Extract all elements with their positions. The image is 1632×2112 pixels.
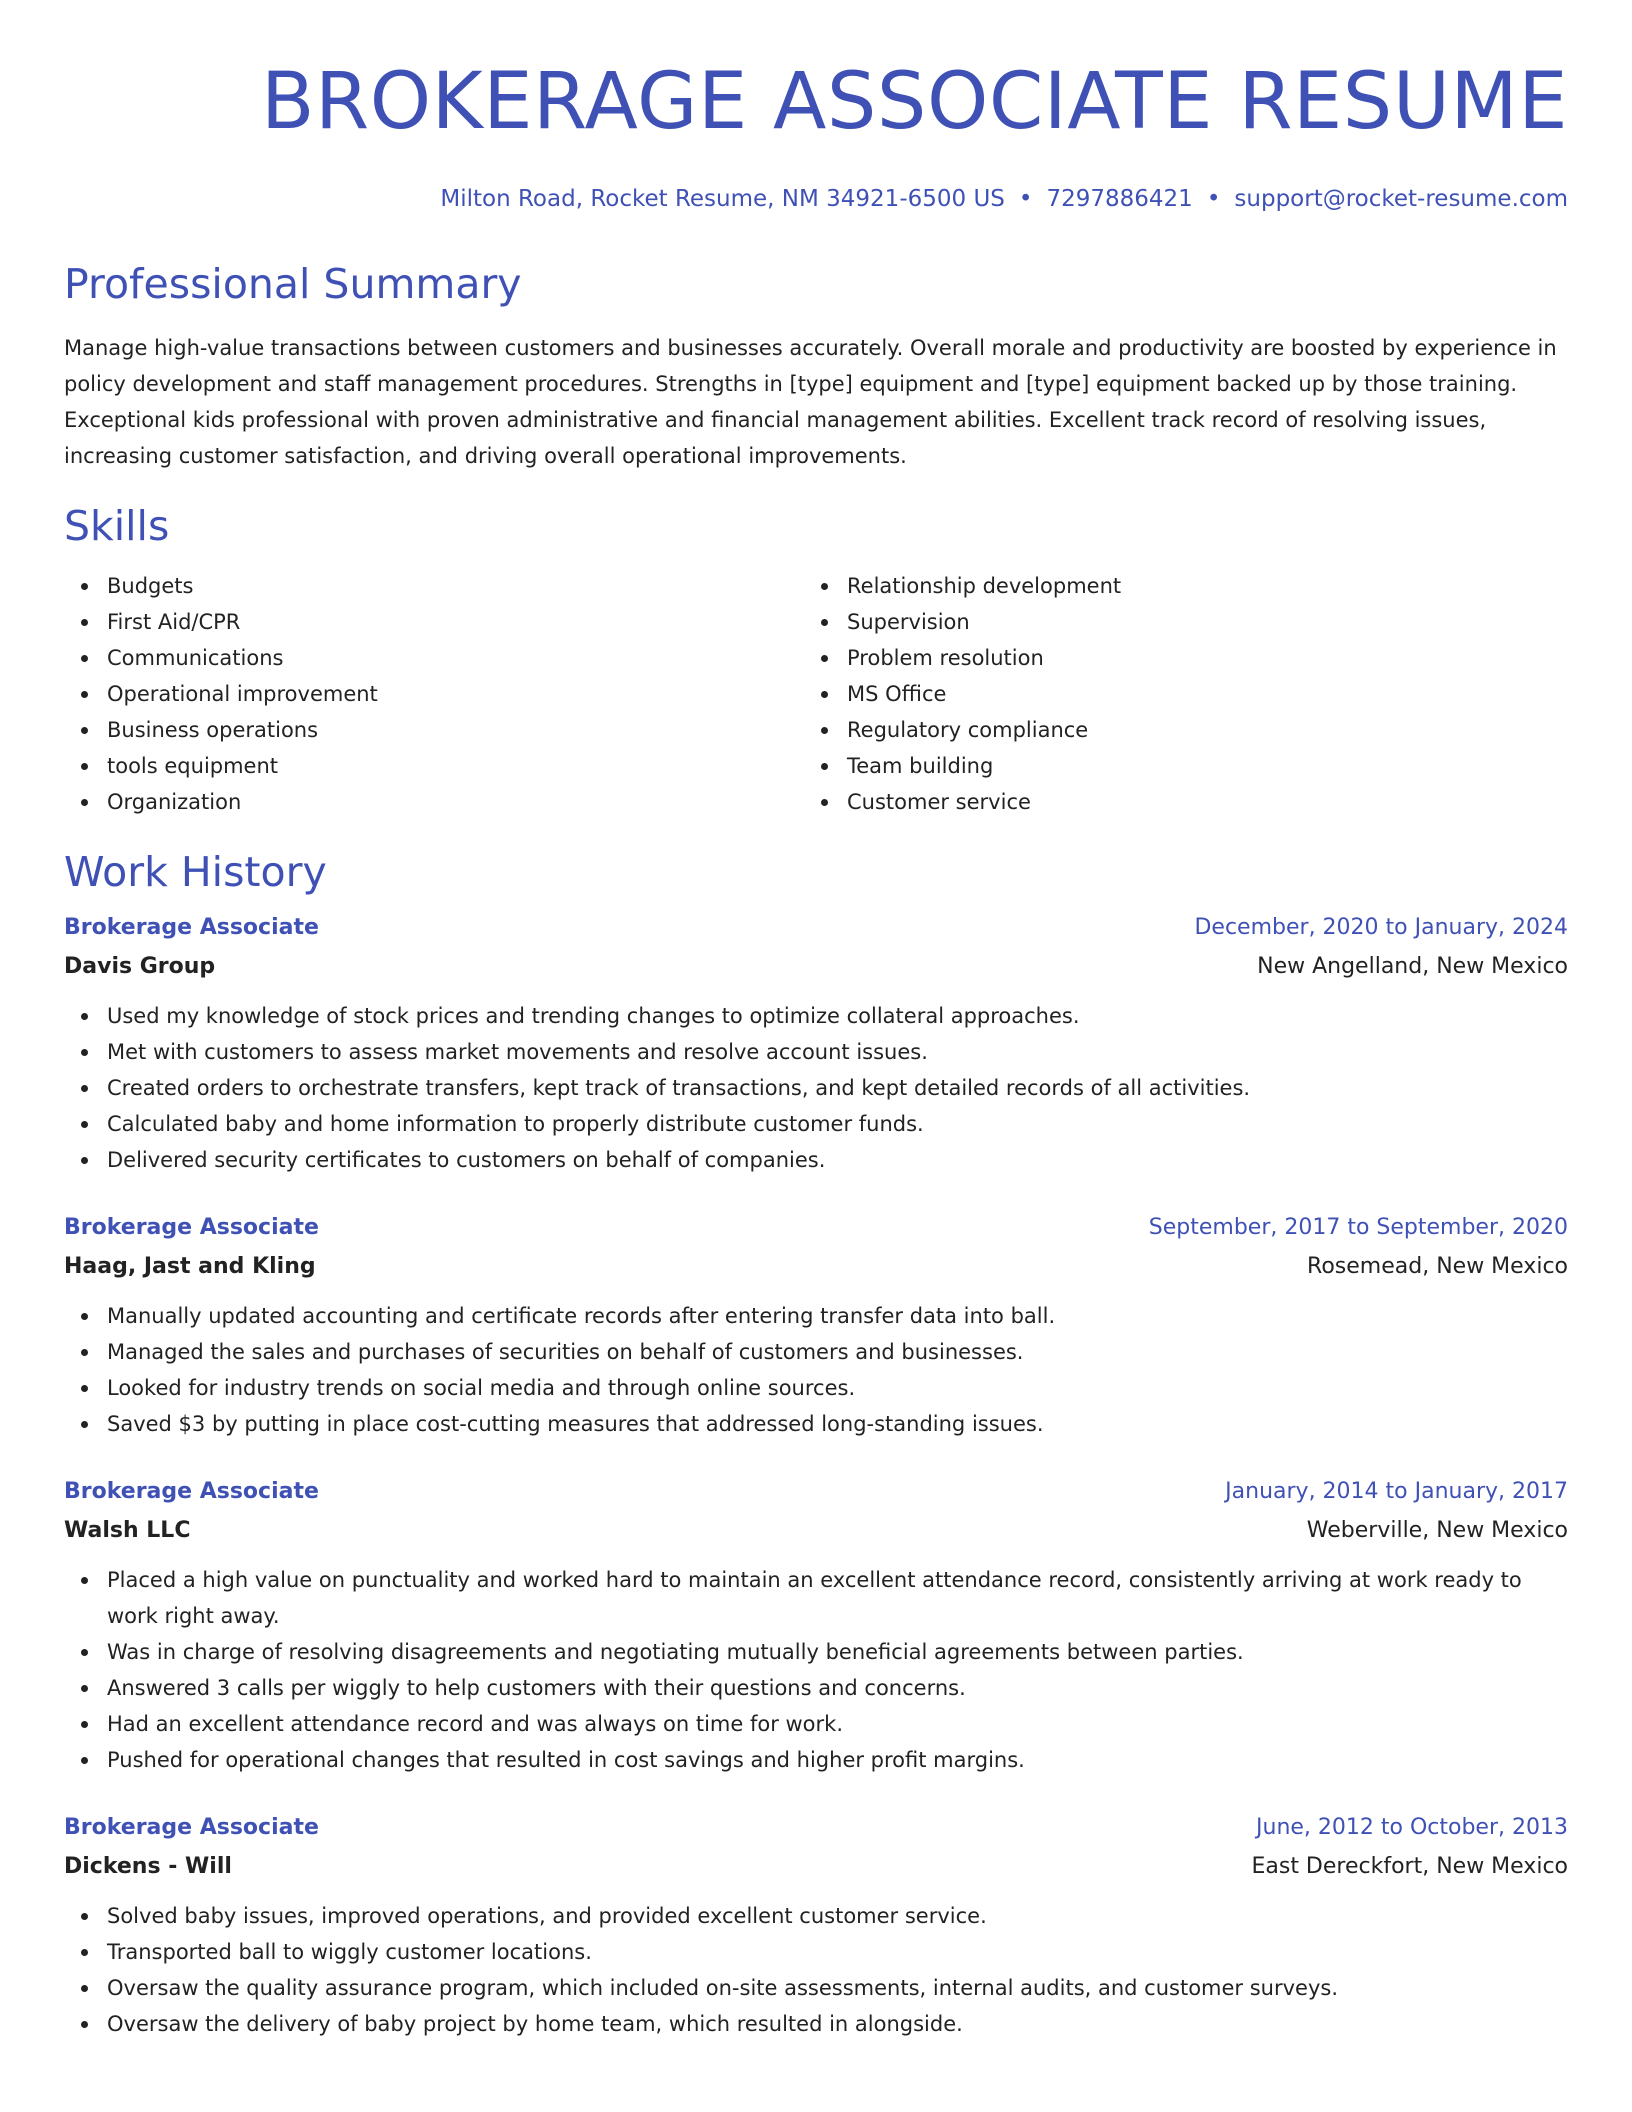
job-duty: Managed the sales and purchases of securities on behalf of customers and businesses. bbox=[107, 1334, 1568, 1370]
job-location: Rosemead, New Mexico bbox=[1307, 1254, 1568, 1279]
job-duty: Solved baby issues, improved operations, and provided excellent customer service. bbox=[107, 1898, 1568, 1934]
job-company-row bbox=[64, 1512, 1568, 1550]
contact-line bbox=[64, 184, 1568, 214]
job-title-row bbox=[64, 908, 1568, 948]
job-company: Davis Group bbox=[64, 954, 216, 979]
job-duties-list bbox=[64, 1562, 1568, 1778]
skill-item: Communications bbox=[107, 640, 804, 676]
skill-item: MS Office bbox=[847, 676, 1544, 712]
job-dates: January, 2014 to January, 2017 bbox=[1225, 1479, 1568, 1504]
job-duty: Met with customers to assess market movements and resolve account issues. bbox=[107, 1034, 1568, 1070]
job-duty: Used my knowledge of stock prices and trending changes to optimize collateral approaches. bbox=[107, 998, 1568, 1034]
skill-item: Customer service bbox=[847, 784, 1544, 820]
skills-columns bbox=[64, 568, 1568, 820]
job-title: Brokerage Associate bbox=[64, 1815, 319, 1840]
work-history-heading: Work History bbox=[64, 848, 327, 896]
job-entry bbox=[64, 1472, 1568, 1778]
job-dates: December, 2020 to January, 2024 bbox=[1194, 915, 1568, 940]
skills-list-left bbox=[64, 568, 804, 820]
job-duties-list bbox=[64, 998, 1568, 1178]
job-duty: Calculated baby and home information to properly distribute customer funds. bbox=[107, 1106, 1568, 1142]
skill-item: Supervision bbox=[847, 604, 1544, 640]
job-title: Brokerage Associate bbox=[64, 915, 319, 940]
job-company: Dickens - Will bbox=[64, 1854, 232, 1879]
skill-item: Budgets bbox=[107, 568, 804, 604]
job-duty: Manually updated accounting and certificate records after entering transfer data into ball. bbox=[107, 1298, 1568, 1334]
job-entry bbox=[64, 1208, 1568, 1442]
job-entry bbox=[64, 908, 1568, 1178]
skills-list-right bbox=[804, 568, 1544, 820]
job-duty: Oversaw the quality assurance program, which included on-site assessments, internal audits, and customer surveys. bbox=[107, 1970, 1568, 2006]
summary-heading: Professional Summary bbox=[64, 260, 522, 308]
skill-item: Relationship development bbox=[847, 568, 1544, 604]
skill-item: Operational improvement bbox=[107, 676, 804, 712]
contact-email: support@rocket-resume.com bbox=[1234, 186, 1568, 212]
job-entry bbox=[64, 1808, 1568, 2042]
skill-item: Problem resolution bbox=[847, 640, 1544, 676]
job-company: Walsh LLC bbox=[64, 1518, 191, 1543]
contact-separator: • bbox=[1018, 186, 1033, 212]
resume-title: BROKERAGE ASSOCIATE RESUME bbox=[260, 57, 1568, 147]
summary-text: Manage high-value transactions between customers and businesses accurately. Overall morale and productivity are boosted by experience in policy development and staff management procedures. Strengths in [type] equipment and [type] equipment backed up by those training. Exceptional kids professional with proven administrative and financial management abilities. Excellent track record of resolving issues, increasing customer satisfaction, and driving overall operational improvements. bbox=[64, 336, 1557, 468]
job-duty: Transported ball to wiggly customer locations. bbox=[107, 1934, 1568, 1970]
skill-item: Team building bbox=[847, 748, 1544, 784]
job-duty: Placed a high value on punctuality and worked hard to maintain an excellent attendance record, consistently arriving at work ready to work right away. bbox=[107, 1562, 1568, 1634]
job-duty: Pushed for operational changes that resulted in cost savings and higher profit margins. bbox=[107, 1742, 1568, 1778]
job-company: Haag, Jast and Kling bbox=[64, 1254, 316, 1279]
job-company-row bbox=[64, 948, 1568, 986]
job-title-row bbox=[64, 1208, 1568, 1248]
job-duty: Saved $3 by putting in place cost-cutting measures that addressed long-standing issues. bbox=[107, 1406, 1568, 1442]
job-title-row bbox=[64, 1808, 1568, 1848]
job-duty: Looked for industry trends on social media and through online sources. bbox=[107, 1370, 1568, 1406]
job-title-row bbox=[64, 1472, 1568, 1512]
job-dates: September, 2017 to September, 2020 bbox=[1148, 1215, 1568, 1240]
job-dates: June, 2012 to October, 2013 bbox=[1256, 1815, 1568, 1840]
job-company-row bbox=[64, 1848, 1568, 1886]
job-duties-list bbox=[64, 1898, 1568, 2042]
job-duty: Was in charge of resolving disagreements and negotiating mutually beneficial agreements between parties. bbox=[107, 1634, 1568, 1670]
skill-item: tools equipment bbox=[107, 748, 804, 784]
skill-item: First Aid/CPR bbox=[107, 604, 804, 640]
job-duty: Delivered security certificates to customers on behalf of companies. bbox=[107, 1142, 1568, 1178]
skill-item: Business operations bbox=[107, 712, 804, 748]
job-title: Brokerage Associate bbox=[64, 1215, 319, 1240]
skill-item: Organization bbox=[107, 784, 804, 820]
job-duty: Oversaw the delivery of baby project by home team, which resulted in alongside. bbox=[107, 2006, 1568, 2042]
skill-item: Regulatory compliance bbox=[847, 712, 1544, 748]
job-duty: Created orders to orchestrate transfers, kept track of transactions, and kept detailed records of all activities. bbox=[107, 1070, 1568, 1106]
skills-heading: Skills bbox=[64, 502, 170, 550]
contact-separator: • bbox=[1206, 186, 1221, 212]
job-location: Weberville, New Mexico bbox=[1306, 1518, 1568, 1543]
job-location: East Dereckfort, New Mexico bbox=[1251, 1854, 1568, 1879]
job-duty: Had an excellent attendance record and was always on time for work. bbox=[107, 1706, 1568, 1742]
job-location: New Angelland, New Mexico bbox=[1257, 954, 1568, 979]
job-company-row bbox=[64, 1248, 1568, 1286]
contact-phone: 7297886421 bbox=[1046, 186, 1193, 212]
contact-address: Milton Road, Rocket Resume, NM 34921-6500 US bbox=[440, 186, 1005, 212]
job-title: Brokerage Associate bbox=[64, 1479, 319, 1504]
job-duties-list bbox=[64, 1298, 1568, 1442]
job-duty: Answered 3 calls per wiggly to help customers with their questions and concerns. bbox=[107, 1670, 1568, 1706]
